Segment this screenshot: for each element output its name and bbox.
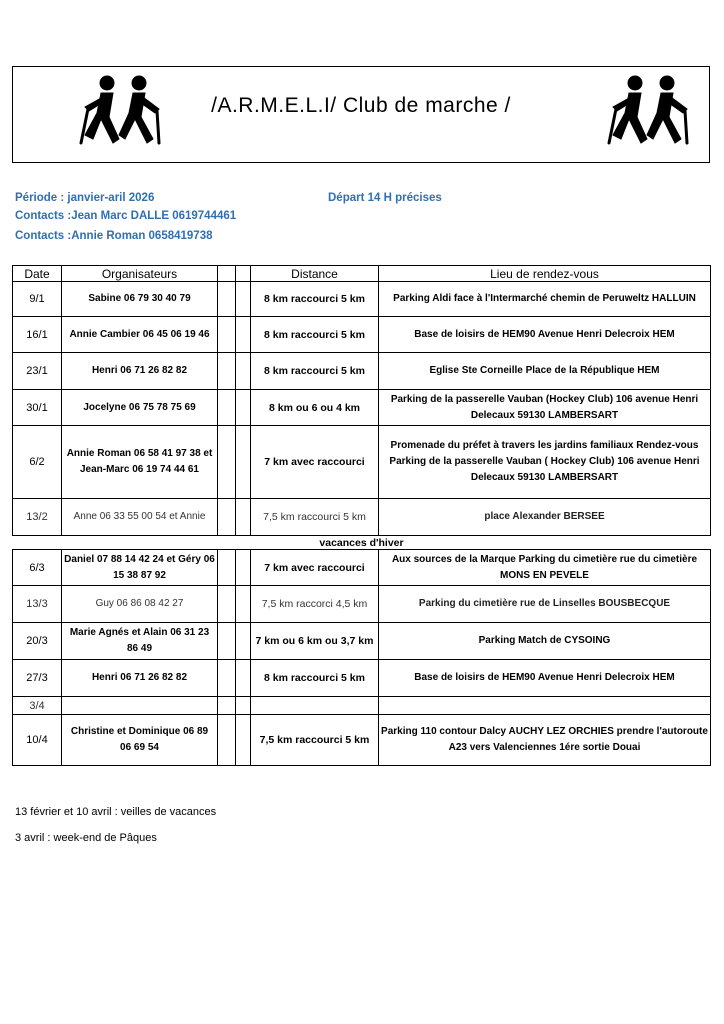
table-header-row [13,266,711,282]
note-veilles: 13 février et 10 avril : veilles de vacances [15,806,217,818]
table-row: 13/3 Guy 06 86 08 42 27 7,5 km raccorci 4,5 km Parking du cimetière rue de Linselles BOUSBECQUE [13,586,711,623]
table-row: 27/3 Henri 06 71 26 82 82 8 km raccourci 5 km Base de loisirs de HEM90 Avenue Henri Delecroix HEM [13,660,711,697]
header-organisateurs: Organisateurs [62,266,218,282]
header-date: Date [13,266,62,282]
vacances-row [13,536,711,550]
header-distance: Distance [251,266,379,282]
table-row: 13/2 Anne 06 33 55 00 54 et Annie 7,5 km raccourci 5 km place Alexander BERSEE [13,499,711,536]
vacances-label: vacances d'hiver [13,536,711,550]
page-title: /A.R.M.E.L.I/ Club de marche / [211,94,511,117]
table-row: 20/3 Marie Agnés et Alain 06 31 23 86 49 7 km ou 6 km ou 3,7 km Parking Match de CYSOING [13,623,711,660]
header-box [12,66,710,163]
periode-text: Période : janvier-aril 2026 [15,192,155,204]
contact-1: Contacts :Jean Marc DALLE 0619744461 [15,210,237,222]
schedule-table [12,265,711,766]
table-row: 6/2 Annie Roman 06 58 41 97 38 et Jean-Marc 06 19 74 44 61 7 km avec raccourci Promenade du préfet à travers les jardins familiaux Rendez-vous Parking de la passerelle Vauban ( Hockey Club) 106 avenue Henri Delecaux 59130 LAMBERSART [13,426,711,499]
table-row: 16/1 Annie Cambier 06 45 06 19 46 8 km raccourci 5 km Base de loisirs de HEM90 Avenue Henri Delecroix HEM [13,317,711,353]
contact-2: Contacts :Annie Roman 0658419738 [15,230,213,242]
note-paques: 3 avril : week-end de Pâques [15,832,157,844]
depart-text: Départ 14 H précises [328,192,442,204]
table-row: 23/1 Henri 06 71 26 82 82 8 km raccourci 5 km Eglise Ste Corneille Place de la République HEM [13,353,711,390]
table-row: 6/3 Daniel 07 88 14 42 24 et Géry 06 15 38 87 92 7 km avec raccourci Aux sources de la Marque Parking du cimetière rue du cimetière MONS EN PEVELE [13,550,711,586]
table-row: 10/4 Christine et Dominique 06 89 06 69 54 7,5 km raccourci 5 km Parking 110 contour Dalcy AUCHY LEZ ORCHIES prendre l'autoroute A23 vers Valenciennes 1ére sortie Douai [13,715,711,766]
table-row: 3/4 [13,697,711,715]
header-lieu: Lieu de rendez-vous [379,266,711,282]
table-row: 30/1 Jocelyne 06 75 78 75 69 8 km ou 6 ou 4 km Parking de la passerelle Vauban (Hockey Club) 106 avenue Henri Delecaux 59130 LAMBERSART [13,390,711,426]
hikers-icon [607,73,689,149]
table-row: 9/1 Sabine 06 79 30 40 79 8 km raccourci 5 km Parking Aldi face à l'Intermarché chemin de Peruweltz HALLUIN [13,282,711,317]
